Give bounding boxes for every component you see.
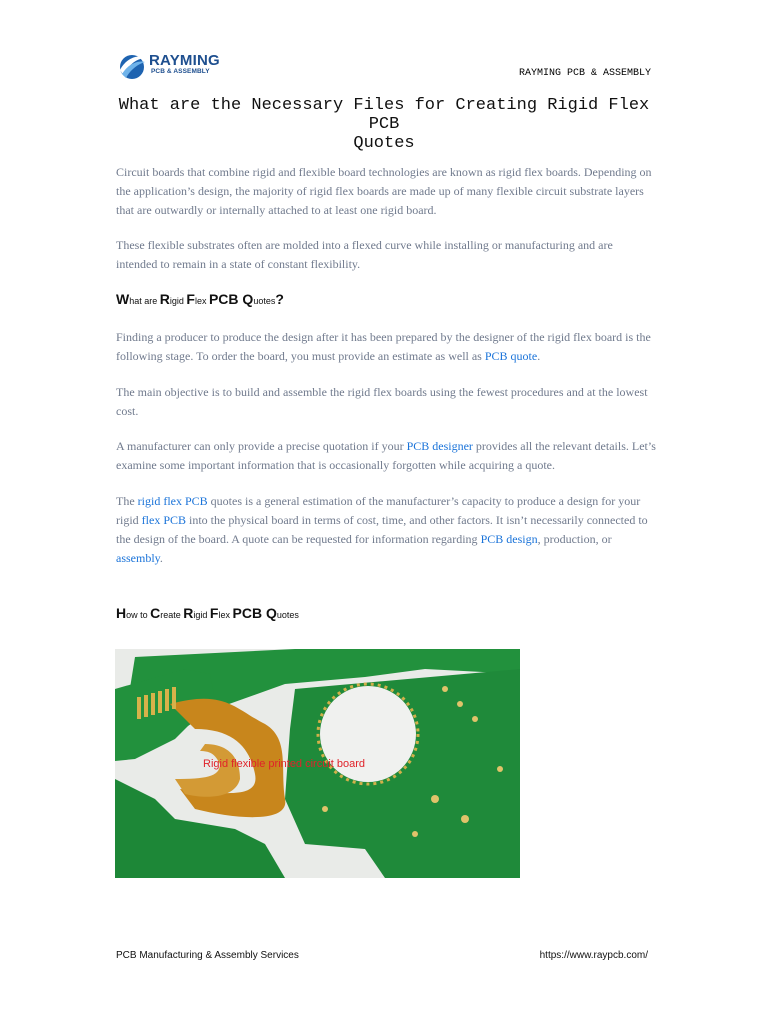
header-company-name: RAYMING PCB & ASSEMBLY: [518, 68, 651, 79]
assembly-link[interactable]: assembly: [116, 551, 160, 565]
section-heading-how-to-create-quotes: How to Create Rigid Flex PCB Quotes: [116, 605, 299, 621]
objective-paragraph: The main objective is to build and assemble the rigid flex boards using the fewest procedures and at the lowest cost.: [116, 385, 648, 418]
logo-swoosh-icon: [116, 50, 148, 82]
manufacturer-paragraph: A manufacturer can only provide a precise quotation if your PCB designer provides all the relevant details. Let’s examine some important information that is occasionally forgotten while acquiring a quote.: [116, 439, 656, 472]
rigid-flex-pcb-link[interactable]: rigid flex PCB: [137, 494, 208, 508]
page-title-line-2: Quotes: [353, 134, 415, 153]
footer-services-text: PCB Manufacturing & Assembly Services: [116, 950, 299, 961]
image-overlay-text: Rigid flexible printed circuit board: [203, 758, 366, 770]
quote-estimation-paragraph: The rigid flex PCB quotes is a general estimation of the manufacturer’s capacity to produce a design for your rigid flex PCB into the physical board in terms of cost, time, and other factors. It isn’t necessarily connected to the design of the board. A quote can be requested for information regarding PCB design, production, or assembly.: [116, 494, 648, 565]
pcb-quote-link[interactable]: PCB quote: [484, 349, 538, 363]
page-title-line-1: What are the Necessary Files for Creating Rigid Flex PCB: [118, 96, 650, 134]
logo-name: RAYMING: [149, 52, 220, 69]
substrates-paragraph: These flexible substrates often are molded into a flexed curve while installing or manufacturing and are intended to remain in a state of constant flexibility.: [116, 238, 613, 271]
pcb-designer-link[interactable]: PCB designer: [406, 439, 473, 453]
flex-pcb-link[interactable]: flex PCB: [141, 513, 187, 527]
logo-tagline: PCB & ASSEMBLY: [151, 68, 210, 75]
footer-website-link[interactable]: https://www.raypcb.com/: [539, 950, 648, 961]
section-heading-what-are-quotes: What are Rigid Flex PCB Quotes?: [116, 291, 284, 307]
pcb-design-link[interactable]: PCB design: [480, 532, 538, 546]
intro-paragraph: Circuit boards that combine rigid and flexible board technologies are known as rigid flex boards. Depending on the application’s design, the majority of rigid flex boards are made up of many flexible circuit substrate layers that are outwardly or internally attached to at least one rigid board.: [116, 165, 652, 217]
rayming-logo[interactable]: [116, 50, 226, 82]
rigid-flex-pcb-photo: [115, 649, 520, 878]
producer-paragraph: Finding a producer to produce the design after it has been prepared by the designer of the rigid flex board is the following stage. To order the board, you must provide an estimate as well as PCB quote.: [116, 330, 651, 363]
